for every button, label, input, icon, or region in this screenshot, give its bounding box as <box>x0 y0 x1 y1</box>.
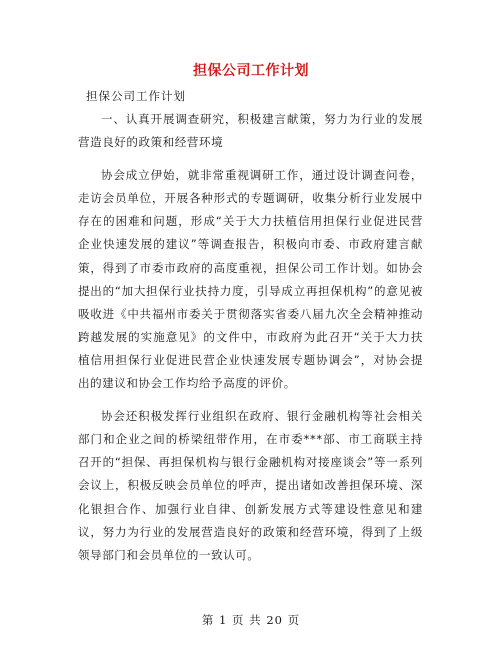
page-footer: 第 1 页 共 20 页 <box>201 613 301 627</box>
body-paragraph: 协会还积极发挥行业组织在政府、银行金融机构等社会相关部门和企业之间的桥梁纽带作用，在市委***部、市工商联主持召开的“担保、再担保机构与银行金融机构对接座谈会”等一系列会议上，积极反映会员单位的呼声，提出诸如改善担保环境、深化银担合作、加强行业自律、创新发展方式等建设性意见和建议，努力为行业的发展营造良好的政策和经营环境，得到了上级领导部门和会员单位的一致认可。 <box>78 409 423 562</box>
document-subtitle: 担保公司工作计划 <box>86 89 186 103</box>
body-paragraph: 协会成立伊始，就非常重视调研工作，通过设计调查问卷，走访会员单位，开展各种形式的专题调研，收集分析行业发展中存在的困难和问题，形成“关于大力扶植信用担保行业促进民营企业快速发展的建议”等调查报告，积极向市委、市政府建言献策，得到了市委市政府的高度重视，担保公司工作计划。如协会提出的“加大担保行业扶持力度，引导成立再担保机构”的意见被吸收进《中共福州市委关于贯彻落实省委八届九次全会精神推动跨越发展的实施意见》的文件中，市政府为此召开“关于大力扶植信用担保行业促进民营企业快速发展专题协调会”，对协会提出的建议和协会工作均给予高度的评价。 <box>78 168 423 391</box>
section-heading: 一、认真开展调查研究，积极建言献策，努力为行业的发展营造良好的政策和经营环境 <box>78 112 423 150</box>
document-body <box>78 108 423 567</box>
document-title: 担保公司工作计划 <box>193 63 309 79</box>
